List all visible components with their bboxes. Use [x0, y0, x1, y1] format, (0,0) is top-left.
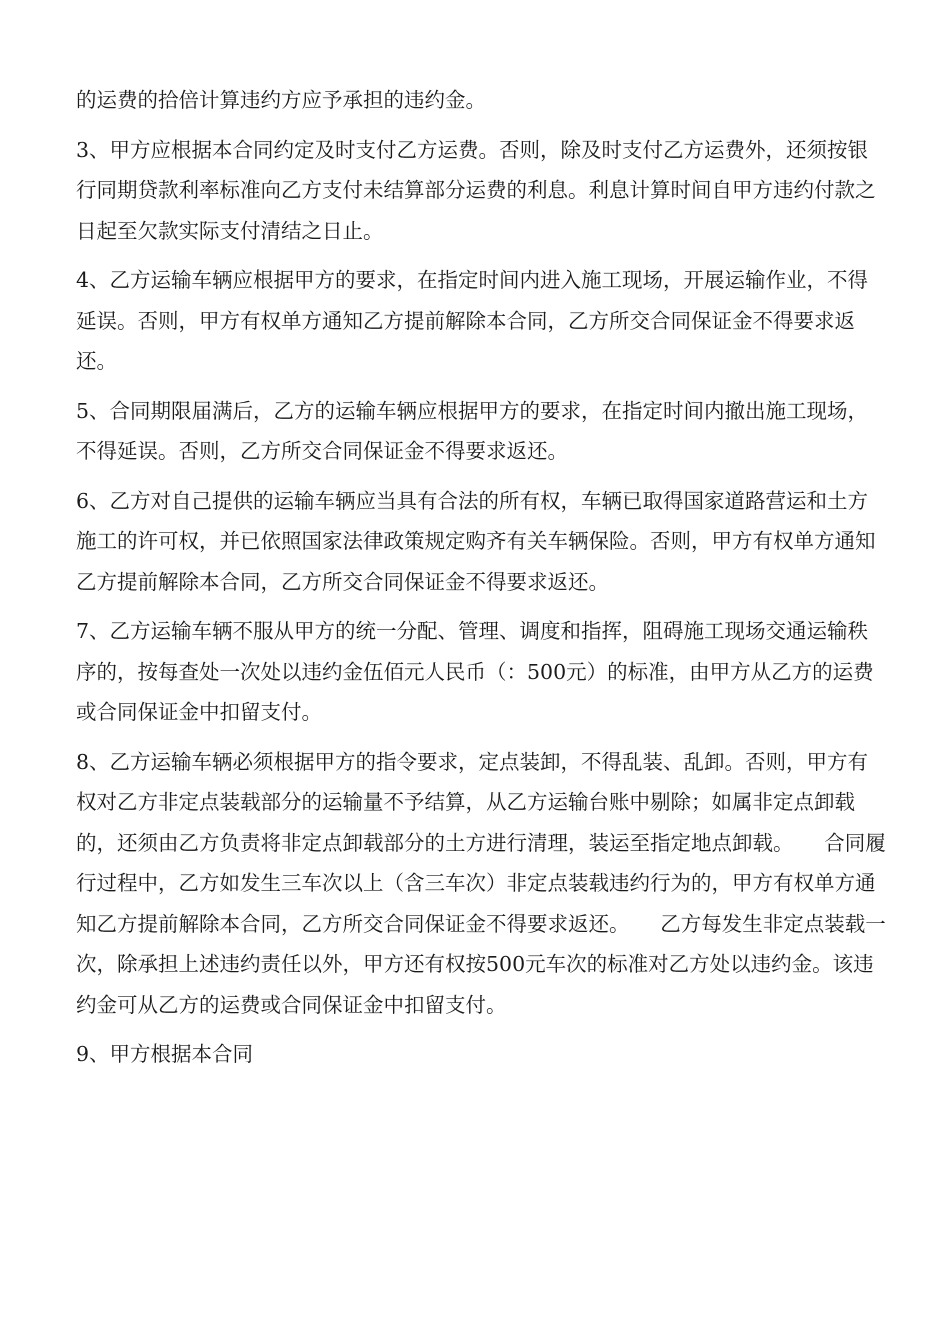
paragraph-clause-5: 5、合同期限届满后，乙方的运输车辆应根据甲方的要求，在指定时间内撤出施工现场，不得延误。否则，乙方所交合同保证金不得要求返还。	[76, 398, 869, 463]
paragraph-clause-8: 8、乙方运输车辆必须根据甲方的指令要求，定点装卸，不得乱装、乱卸。否则，甲方有权对乙方非定点装载部分的运输量不予结算，从乙方运输台账中剔除；如属非定点卸载的，还须由乙方负责将非定点卸载部分的土方进行清理，装运至指定地点卸载。 合同履行过程中，乙方如发生三车次以上（含三车次）非定点装载违约行为的，甲方有权单方通知乙方提前解除本合同，乙方所交合同保证金不得要求返还。 乙方每发生非定点装载一次，除承担上述违约责任以外，甲方还有权按500元车次的标准对乙方处以违约金。该违约金可从乙方的运费或合同保证金中扣留支付。	[76, 749, 886, 1017]
paragraph-clause-3: 3、甲方应根据本合同约定及时支付乙方运费。否则，除及时支付乙方运费外，还须按银行同期贷款利率标准向乙方支付未结算部分运费的利息。利息计算时间自甲方违约付款之日起至欠款实际支付清结之日止。	[76, 137, 876, 243]
paragraph-clause-4: 4、乙方运输车辆应根据甲方的要求，在指定时间内进入施工现场，开展运输作业，不得延误。否则，甲方有权单方通知乙方提前解除本合同，乙方所交合同保证金不得要求返还。	[76, 268, 869, 373]
paragraph-clause-6: 6、乙方对自己提供的运输车辆应当具有合法的所有权，车辆已取得国家道路营运和土方施工的许可权，并已依照国家法律政策规定购齐有关车辆保险。否则，甲方有权单方通知乙方提前解除本合同，乙方所交合同保证金不得要求返还。	[76, 488, 876, 594]
paragraph-clause-7: 7、乙方运输车辆不服从甲方的统一分配、管理、调度和指挥，阻碍施工现场交通运输秩序的，按每查处一次处以违约金伍佰元人民币（：500元）的标准，由甲方从乙方的运费或合同保证金中扣留支付。	[76, 619, 874, 724]
document-body	[76, 80, 886, 1084]
paragraph-clause-9: 9、甲方根据本合同	[76, 1042, 254, 1066]
paragraph-continuation: 的运费的拾倍计算违约方应予承担的违约金。	[76, 88, 486, 112]
